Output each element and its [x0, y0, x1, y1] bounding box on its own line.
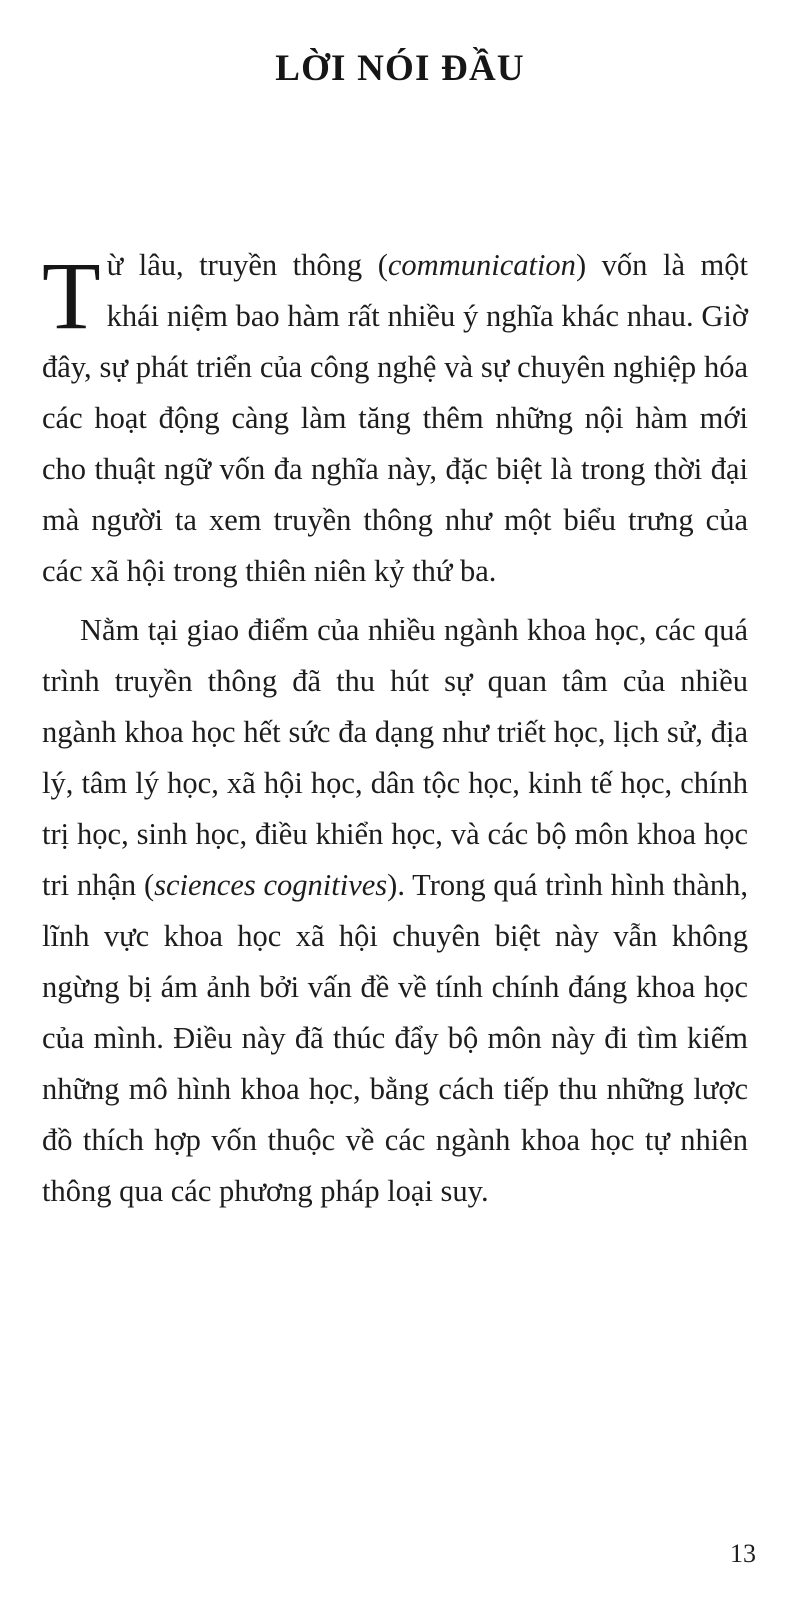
paragraph-2 [42, 605, 748, 1217]
paragraph-1-run-1: ừ lâu, truyền thông ( [106, 248, 388, 282]
page-title: LỜI NÓI ĐẦU [275, 47, 525, 89]
drop-cap: T [42, 242, 101, 349]
paragraph-1-run-3: ) vốn là một khái niệm bao hàm rất nhiều ý nghĩa khác nhau. Giờ đây, sự phát triển của công nghệ và sự chuyên nghiệp hóa các hoạt động càng làm tăng thêm những nội hàm mới cho thuật ngữ vốn đa nghĩa này, đặc biệt là trong thời đại mà người ta xem truyền thông như một biểu trưng của các xã hội trong thiên niên kỷ thứ ba. [42, 248, 748, 588]
paragraph-2-run-1: Nằm tại giao điểm của nhiều ngành khoa học, các quá trình truyền thông đã thu hút sự quan tâm của nhiều ngành khoa học hết sức đa dạng như triết học, lịch sử, địa lý, tâm lý học, xã hội học, dân tộc học, kinh tế học, chính trị học, sinh học, điều khiển học, và các bộ môn khoa học tri nhận ( [42, 613, 748, 902]
page-number: 13 [730, 1539, 756, 1568]
paragraph-1 [42, 240, 748, 597]
paragraph-2-run-3: ). Trong quá trình hình thành, lĩnh vực khoa học xã hội chuyên biệt này vẫn không ngừng bị ám ảnh bởi vấn đề về tính chính đáng khoa học của mình. Điều này đã thúc đẩy bộ môn này đi tìm kiếm những mô hình khoa học, bằng cách tiếp thu những lược đồ thích hợp vốn thuộc về các ngành khoa học tự nhiên thông qua các phương pháp loại suy. [42, 868, 748, 1208]
paragraph-2-run-2-italic: sciences cognitives [154, 868, 388, 902]
paragraph-1-run-2-italic: communication [387, 248, 576, 282]
body-text [42, 240, 748, 1217]
